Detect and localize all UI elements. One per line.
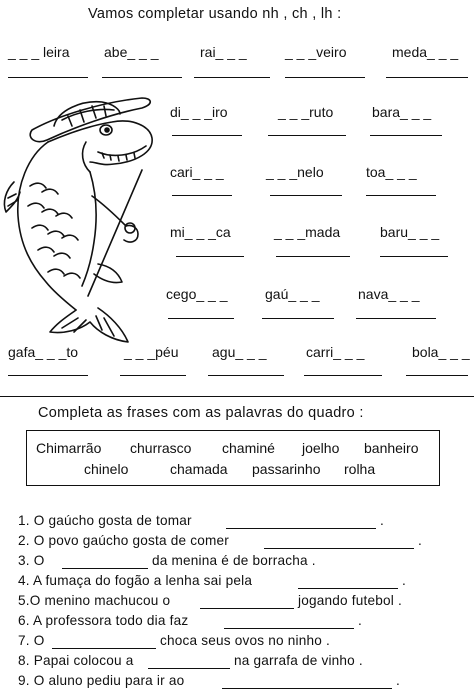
word-box [26, 430, 440, 486]
word-11: toa_ _ _ [366, 164, 417, 180]
box-word-6: chinelo [84, 461, 129, 477]
word-9: cari_ _ _ [170, 164, 224, 180]
word-7: _ _ _ruto [278, 104, 334, 120]
section-title: Completa as frases com as palavras do quadro : [38, 405, 364, 421]
answer-line[interactable] [268, 135, 346, 136]
sentence-4-blank[interactable] [298, 588, 398, 589]
sentence-5-blank[interactable] [200, 608, 294, 609]
answer-line[interactable] [262, 318, 334, 319]
word-16: gaú_ _ _ [265, 286, 320, 302]
box-word-4: joelho [302, 440, 340, 456]
sentence-8-end: na garrafa de vinho . [234, 653, 363, 668]
answer-line[interactable] [8, 77, 88, 78]
word-4: _ _ _veiro [285, 44, 347, 60]
word-15: cego_ _ _ [166, 286, 228, 302]
sentence-8-text: 8. Papai colocou a [18, 653, 134, 668]
word-5: meda_ _ _ [392, 44, 459, 60]
box-word-2: churrasco [130, 440, 192, 456]
word-21: carri_ _ _ [306, 344, 365, 360]
answer-line[interactable] [380, 256, 448, 257]
sentence-1-text: 1. O gaúcho gosta de tomar [18, 513, 192, 528]
sentence-1-blank[interactable] [226, 528, 376, 529]
box-word-8: passarinho [252, 461, 321, 477]
answer-line[interactable] [406, 375, 468, 376]
sentence-6-blank[interactable] [224, 628, 354, 629]
word-20: agu_ _ _ [212, 344, 267, 360]
word-13: _ _ _mada [274, 224, 341, 240]
word-1: _ _ _ leira [8, 44, 70, 60]
answer-line[interactable] [276, 256, 350, 257]
answer-line[interactable] [194, 77, 270, 78]
sentence-1-end: . [380, 513, 384, 528]
sentence-5-text: 5.O menino machucou o [18, 593, 171, 608]
sentence-4-text: 4. A fumaça do fogão a lenha sai pela [18, 573, 253, 588]
sentence-2-end: . [418, 533, 422, 548]
sentence-6-end: . [358, 613, 362, 628]
answer-line[interactable] [168, 318, 234, 319]
answer-line[interactable] [172, 195, 232, 196]
answer-line[interactable] [172, 135, 242, 136]
answer-line[interactable] [304, 375, 382, 376]
box-word-9: rolha [344, 461, 376, 477]
box-word-5: banheiro [364, 440, 419, 456]
sentence-5-end: jogando futebol . [298, 593, 402, 608]
word-8: bara_ _ _ [372, 104, 432, 120]
answer-line[interactable] [120, 375, 186, 376]
sentence-3-text: 3. O [18, 553, 45, 568]
answer-line[interactable] [176, 256, 244, 257]
box-word-1: Chimarrão [36, 440, 102, 456]
sentence-2-blank[interactable] [264, 548, 414, 549]
sentence-7-end: choca seus ovos no ninho . [160, 633, 330, 648]
word-17: nava_ _ _ [358, 286, 420, 302]
sentence-6-text: 6. A professora todo dia faz [18, 613, 189, 628]
sentence-7-blank[interactable] [52, 648, 156, 649]
box-word-7: chamada [170, 461, 228, 477]
word-6: di_ _ _iro [170, 104, 228, 120]
sentence-9-blank[interactable] [222, 688, 392, 689]
sentence-7-text: 7. O [18, 633, 45, 648]
answer-line[interactable] [8, 375, 88, 376]
fish-fisherman-illustration [2, 96, 164, 344]
answer-line[interactable] [356, 318, 436, 319]
answer-line[interactable] [285, 77, 365, 78]
sentence-8-blank[interactable] [148, 668, 230, 669]
section-divider [0, 396, 474, 397]
sentence-9-text: 9. O aluno pediu para ir ao [18, 673, 185, 688]
answer-line[interactable] [370, 135, 442, 136]
answer-line[interactable] [270, 195, 342, 196]
word-22: bola_ _ _ [412, 344, 470, 360]
word-3: rai_ _ _ [200, 44, 247, 60]
sentence-9-end: . [396, 673, 400, 688]
word-12: mi_ _ _ca [170, 224, 231, 240]
sentence-2-text: 2. O povo gaúcho gosta de comer [18, 533, 229, 548]
sentence-3-end: da menina é de borracha . [152, 553, 316, 568]
sentence-3-blank[interactable] [62, 568, 148, 569]
word-18: gafa_ _ _to [8, 344, 79, 360]
word-14: baru_ _ _ [380, 224, 440, 240]
word-2: abe_ _ _ [104, 44, 159, 60]
answer-line[interactable] [366, 195, 436, 196]
answer-line[interactable] [102, 77, 182, 78]
sentence-4-end: . [402, 573, 406, 588]
answer-line[interactable] [208, 375, 284, 376]
word-10: _ _ _nelo [266, 164, 324, 180]
page-title: Vamos completar usando nh , ch , lh : [88, 6, 342, 22]
word-19: _ _ _péu [124, 344, 179, 360]
answer-line[interactable] [386, 77, 468, 78]
box-word-3: chaminé [222, 440, 275, 456]
